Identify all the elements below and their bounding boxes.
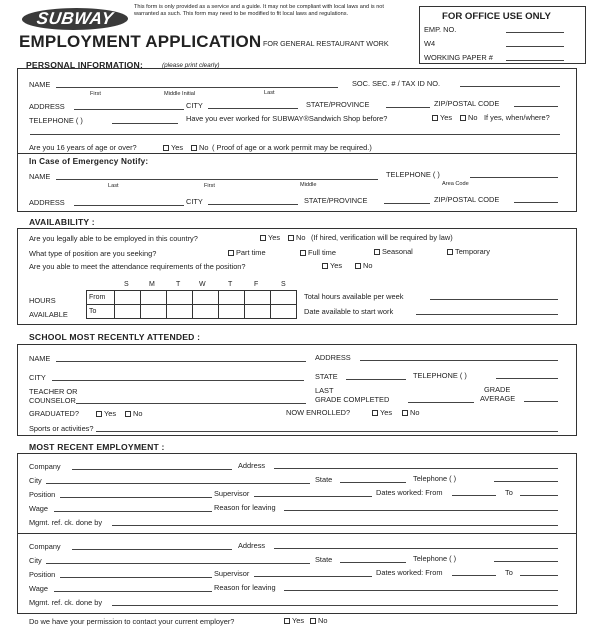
name-field[interactable] <box>56 87 338 88</box>
teacher-label-1: TEACHER OR <box>29 387 78 396</box>
form-title: EMPLOYMENT APPLICATION <box>19 32 262 51</box>
employer2-company-label: Company <box>29 542 61 551</box>
yes-label: Yes <box>330 261 343 270</box>
employer2-company-field[interactable] <box>72 549 232 550</box>
employer2-to-label: To <box>505 568 513 577</box>
no-label: No <box>363 261 373 270</box>
no-label: No <box>468 113 478 122</box>
last-grade-label-1: LAST <box>315 386 334 395</box>
schedule-cell[interactable] <box>219 291 245 305</box>
yes-label: Yes <box>171 143 184 152</box>
telephone-label: TELEPHONE ( ) <box>29 116 83 125</box>
teacher-label-2: COUNSELOR <box>29 396 76 405</box>
sports-label: Sports or activities? <box>29 424 94 433</box>
enrolled-question: NOW ENROLLED? <box>286 408 351 417</box>
state-field[interactable] <box>386 107 430 108</box>
hours-label: HOURS <box>29 296 56 305</box>
zip-field[interactable] <box>514 106 558 107</box>
emp-no-field[interactable] <box>506 32 564 33</box>
subway-logo: SUBWAY <box>20 8 129 30</box>
age-yes-option[interactable] <box>163 143 183 152</box>
employer2-city-label: City <box>29 556 42 565</box>
ssn-field[interactable] <box>460 86 560 87</box>
employer1-mgmt-label: Mgmt. ref. ck. done by <box>29 518 103 527</box>
temporary-option[interactable] <box>447 247 490 256</box>
employer1-company-field[interactable] <box>72 469 232 470</box>
address-label: ADDRESS <box>29 102 65 111</box>
if-yes-field[interactable] <box>30 134 560 135</box>
if-yes-label: If yes, when/where? <box>484 113 550 122</box>
emp-no-label: EMP. NO. <box>424 25 457 34</box>
school-name-label: NAME <box>29 354 51 363</box>
emergency-last-sublabel: Last <box>108 183 119 189</box>
date-start-field[interactable] <box>416 314 558 315</box>
emergency-state-label: STATE/PROVINCE <box>304 196 368 205</box>
name-label: NAME <box>29 80 51 89</box>
employer2-dates-from-field[interactable] <box>452 575 496 576</box>
school-telephone-field[interactable] <box>496 378 558 379</box>
checkbox-icon[interactable] <box>322 263 328 269</box>
checkbox-icon[interactable] <box>300 250 306 256</box>
checkbox-icon[interactable] <box>355 263 361 269</box>
disclaimer-text: This form is only provided as a service and a guide. It may not be compliant with local laws and is not warranted as such. This form may need to be modified to fit local laws and regulations. <box>134 4 384 17</box>
checkbox-icon[interactable] <box>310 618 316 624</box>
schedule-cell[interactable] <box>193 291 219 305</box>
personal-heading: PERSONAL INFORMATION: <box>26 60 144 70</box>
schedule-cell[interactable] <box>271 305 297 319</box>
emergency-state-field[interactable] <box>384 203 430 204</box>
graduated-no-option[interactable] <box>125 409 142 418</box>
address-field[interactable] <box>74 109 184 110</box>
employer1-wage-field[interactable] <box>54 511 212 512</box>
grade-average-label-1: GRADE <box>484 385 511 394</box>
yes-label: Yes <box>440 113 453 122</box>
employer2-wage-label: Wage <box>29 584 49 593</box>
checkbox-icon[interactable] <box>374 249 380 255</box>
last-sublabel: Last <box>264 90 275 96</box>
employer1-address-field[interactable] <box>274 468 558 469</box>
emergency-zip-field[interactable] <box>514 202 558 203</box>
age-question: Are you 16 years of age or over? <box>29 143 137 152</box>
employer1-dates-from-field[interactable] <box>452 495 496 496</box>
state-label: STATE/PROVINCE <box>306 100 370 109</box>
no-label: No <box>410 408 420 417</box>
checkbox-icon[interactable] <box>402 410 408 416</box>
worked-no-option[interactable] <box>460 113 477 122</box>
schedule-cell[interactable] <box>115 305 141 319</box>
emergency-address-label: ADDRESS <box>29 198 65 207</box>
age-note: ( Proof of age or a work permit may be required.) <box>212 143 372 152</box>
zip-label: ZIP/POSTAL CODE <box>434 99 500 108</box>
day-header-sun: S <box>124 281 129 288</box>
grade-average-field[interactable] <box>524 401 558 402</box>
date-start-label: Date available to start work <box>304 307 394 316</box>
teacher-field[interactable] <box>76 403 306 404</box>
availability-schedule <box>86 290 297 319</box>
employer1-city-field[interactable] <box>46 483 310 484</box>
employer1-to-label: To <box>505 488 513 497</box>
checkbox-icon[interactable] <box>163 145 169 151</box>
day-header-sat: S <box>281 281 286 288</box>
w4-field[interactable] <box>506 46 564 47</box>
age-no-option[interactable] <box>191 143 208 152</box>
area-code-sublabel: Area Code <box>442 181 469 187</box>
attendance-question: Are you able to meet the attendance requirements of the position? <box>29 262 246 271</box>
attendance-yes-option[interactable] <box>322 261 342 270</box>
schedule-cell[interactable] <box>141 305 167 319</box>
employer1-wage-label: Wage <box>29 504 49 513</box>
part-time-option[interactable] <box>228 248 266 257</box>
schedule-cell[interactable] <box>167 305 193 319</box>
grade-average-label-2: AVERAGE <box>480 394 516 403</box>
school-address-field[interactable] <box>360 360 558 361</box>
working-paper-label: WORKING PAPER # <box>424 53 493 62</box>
sports-field[interactable] <box>96 431 558 432</box>
available-label: AVAILABLE <box>29 310 68 319</box>
checkbox-icon[interactable] <box>447 249 453 255</box>
graduated-yes-option[interactable] <box>96 409 116 418</box>
emergency-middle-sublabel: Middle <box>300 182 317 188</box>
day-header-thu: T <box>228 281 233 288</box>
employer2-address-label: Address <box>238 541 266 550</box>
no-label: No <box>133 409 143 418</box>
checkbox-icon[interactable] <box>125 411 131 417</box>
employer2-supervisor-label: Supervisor <box>214 569 250 578</box>
employer1-reason-field[interactable] <box>284 510 558 511</box>
employer1-dates-from-label: Dates worked: From <box>376 488 443 497</box>
emergency-zip-label: ZIP/POSTAL CODE <box>434 195 500 204</box>
position-question: What type of position are you seeking? <box>29 249 157 258</box>
employer2-mgmt-field[interactable] <box>112 605 558 606</box>
no-label: No <box>199 143 209 152</box>
employer2-reason-field[interactable] <box>284 590 558 591</box>
personal-box <box>17 68 577 212</box>
middle-sublabel: Middle Initial <box>164 91 196 97</box>
emergency-address-field[interactable] <box>74 205 184 206</box>
checkbox-icon[interactable] <box>288 235 294 241</box>
yes-label: Yes <box>292 616 305 625</box>
permission-no-option[interactable] <box>310 616 327 625</box>
employer2-telephone-field[interactable] <box>494 561 558 562</box>
enrolled-yes-option[interactable] <box>372 408 392 417</box>
schedule-cell[interactable] <box>115 291 141 305</box>
legal-yes-option[interactable] <box>260 233 280 242</box>
employer1-supervisor-label: Supervisor <box>214 489 250 498</box>
employer1-telephone-label: Telephone ( ) <box>413 474 457 483</box>
checkbox-icon[interactable] <box>284 618 290 624</box>
employer1-mgmt-field[interactable] <box>112 525 558 526</box>
yes-label: Yes <box>380 408 393 417</box>
enrolled-no-option[interactable] <box>402 408 419 417</box>
school-name-field[interactable] <box>56 361 306 362</box>
emergency-name-field[interactable] <box>56 179 378 180</box>
school-address-label: ADDRESS <box>315 353 351 362</box>
employer1-state-field[interactable] <box>340 482 406 483</box>
employer2-reason-label: Reason for leaving <box>214 583 276 592</box>
day-header-mon: M <box>149 281 155 288</box>
worked-before-question: Have you ever worked for SUBWAY®Sandwich Shop before? <box>186 114 388 123</box>
employer1-state-label: State <box>315 475 333 484</box>
from-row <box>87 291 297 305</box>
ssn-label: SOC. SEC. # / TAX ID NO. <box>352 79 441 88</box>
schedule-cell[interactable] <box>167 291 193 305</box>
employer2-state-field[interactable] <box>340 562 406 563</box>
office-heading: FOR OFFICE USE ONLY <box>442 11 551 22</box>
total-hours-field[interactable] <box>430 299 558 300</box>
employer1-address-label: Address <box>238 461 266 470</box>
school-telephone-label: TELEPHONE ( ) <box>413 371 467 380</box>
employer1-supervisor-field[interactable] <box>254 496 372 497</box>
employer2-state-label: State <box>315 555 333 564</box>
grade-completed-field[interactable] <box>408 402 474 403</box>
w4-label: W4 <box>424 39 436 48</box>
checkbox-icon[interactable] <box>432 115 438 121</box>
from-label: From <box>87 291 115 305</box>
grade-completed-label: GRADE COMPLETED <box>315 395 390 404</box>
total-hours-label: Total hours available per week <box>304 292 404 301</box>
employer1-position-label: Position <box>29 490 56 499</box>
full-time-label: Full time <box>308 248 336 257</box>
school-city-field[interactable] <box>52 380 304 381</box>
emergency-city-field[interactable] <box>208 204 298 205</box>
yes-label: Yes <box>104 409 117 418</box>
day-header-fri: F <box>254 281 259 288</box>
employer1-city-label: City <box>29 476 42 485</box>
temporary-label: Temporary <box>455 247 490 256</box>
permission-yes-option[interactable] <box>284 616 304 625</box>
checkbox-icon[interactable] <box>260 235 266 241</box>
checkbox-icon[interactable] <box>191 145 197 151</box>
city-field[interactable] <box>208 108 298 109</box>
employer2-telephone-label: Telephone ( ) <box>413 554 457 563</box>
checkbox-icon[interactable] <box>228 250 234 256</box>
employment-heading: MOST RECENT EMPLOYMENT : <box>29 442 165 452</box>
worked-yes-option[interactable] <box>432 113 452 122</box>
checkbox-icon[interactable] <box>460 115 466 121</box>
yes-label: Yes <box>268 233 281 242</box>
emergency-heading: In Case of Emergency Notify: <box>29 157 149 166</box>
schedule-cell[interactable] <box>271 291 297 305</box>
employer2-address-field[interactable] <box>274 548 558 549</box>
personal-note: (please print clearly) <box>162 62 220 69</box>
employer2-wage-field[interactable] <box>54 591 212 592</box>
checkbox-icon[interactable] <box>372 410 378 416</box>
to-label: To <box>87 305 115 319</box>
permission-question: Do we have your permission to contact your current employer? <box>29 617 235 626</box>
schedule-cell[interactable] <box>193 305 219 319</box>
school-state-label: STATE <box>315 372 338 381</box>
seasonal-option[interactable] <box>374 247 413 256</box>
employer1-company-label: Company <box>29 462 61 471</box>
employer1-to-field[interactable] <box>520 495 558 496</box>
employer1-position-field[interactable] <box>60 497 212 498</box>
schedule-cell[interactable] <box>245 291 271 305</box>
emergency-city-label: CITY <box>186 197 203 206</box>
day-header-wed: W <box>199 281 206 288</box>
employer2-dates-from-label: Dates worked: From <box>376 568 443 577</box>
employer2-position-field[interactable] <box>60 577 212 578</box>
schedule-cell[interactable] <box>141 291 167 305</box>
school-heading: SCHOOL MOST RECENTLY ATTENDED : <box>29 332 201 342</box>
attendance-no-option[interactable] <box>355 261 372 270</box>
legal-no-option[interactable] <box>288 233 305 242</box>
checkbox-icon[interactable] <box>96 411 102 417</box>
legal-note: (If hired, verification will be required by law) <box>311 233 453 242</box>
employer1-reason-label: Reason for leaving <box>214 503 276 512</box>
emergency-telephone-field[interactable] <box>470 177 558 178</box>
school-city-label: CITY <box>29 373 46 382</box>
day-header-tue: T <box>176 281 181 288</box>
school-state-field[interactable] <box>346 379 406 380</box>
working-paper-field[interactable] <box>506 60 564 61</box>
seasonal-label: Seasonal <box>382 247 413 256</box>
form-subtitle: FOR GENERAL RESTAURANT WORK <box>263 39 389 48</box>
availability-heading: AVAILABILITY : <box>29 217 95 227</box>
employer2-position-label: Position <box>29 570 56 579</box>
employer2-city-field[interactable] <box>46 563 310 564</box>
emergency-divider <box>17 153 577 154</box>
first-sublabel: First <box>90 91 101 97</box>
schedule-cell[interactable] <box>219 305 245 319</box>
no-label: No <box>318 616 328 625</box>
schedule-cell[interactable] <box>245 305 271 319</box>
no-label: No <box>296 233 306 242</box>
employer2-to-field[interactable] <box>520 575 558 576</box>
part-time-label: Part time <box>236 248 266 257</box>
full-time-option[interactable] <box>300 248 336 257</box>
to-row <box>87 305 297 319</box>
emergency-name-label: NAME <box>29 172 51 181</box>
city-label: CITY <box>186 101 203 110</box>
telephone-field[interactable] <box>112 123 178 124</box>
legal-question: Are you legally able to be employed in this country? <box>29 234 198 243</box>
employment-divider <box>17 533 577 534</box>
employer2-mgmt-label: Mgmt. ref. ck. done by <box>29 598 103 607</box>
emergency-first-sublabel: First <box>204 183 215 189</box>
emergency-telephone-label: TELEPHONE ( ) <box>386 170 440 179</box>
employer1-telephone-field[interactable] <box>494 481 558 482</box>
employer2-supervisor-field[interactable] <box>254 576 372 577</box>
graduated-question: GRADUATED? <box>29 409 79 418</box>
